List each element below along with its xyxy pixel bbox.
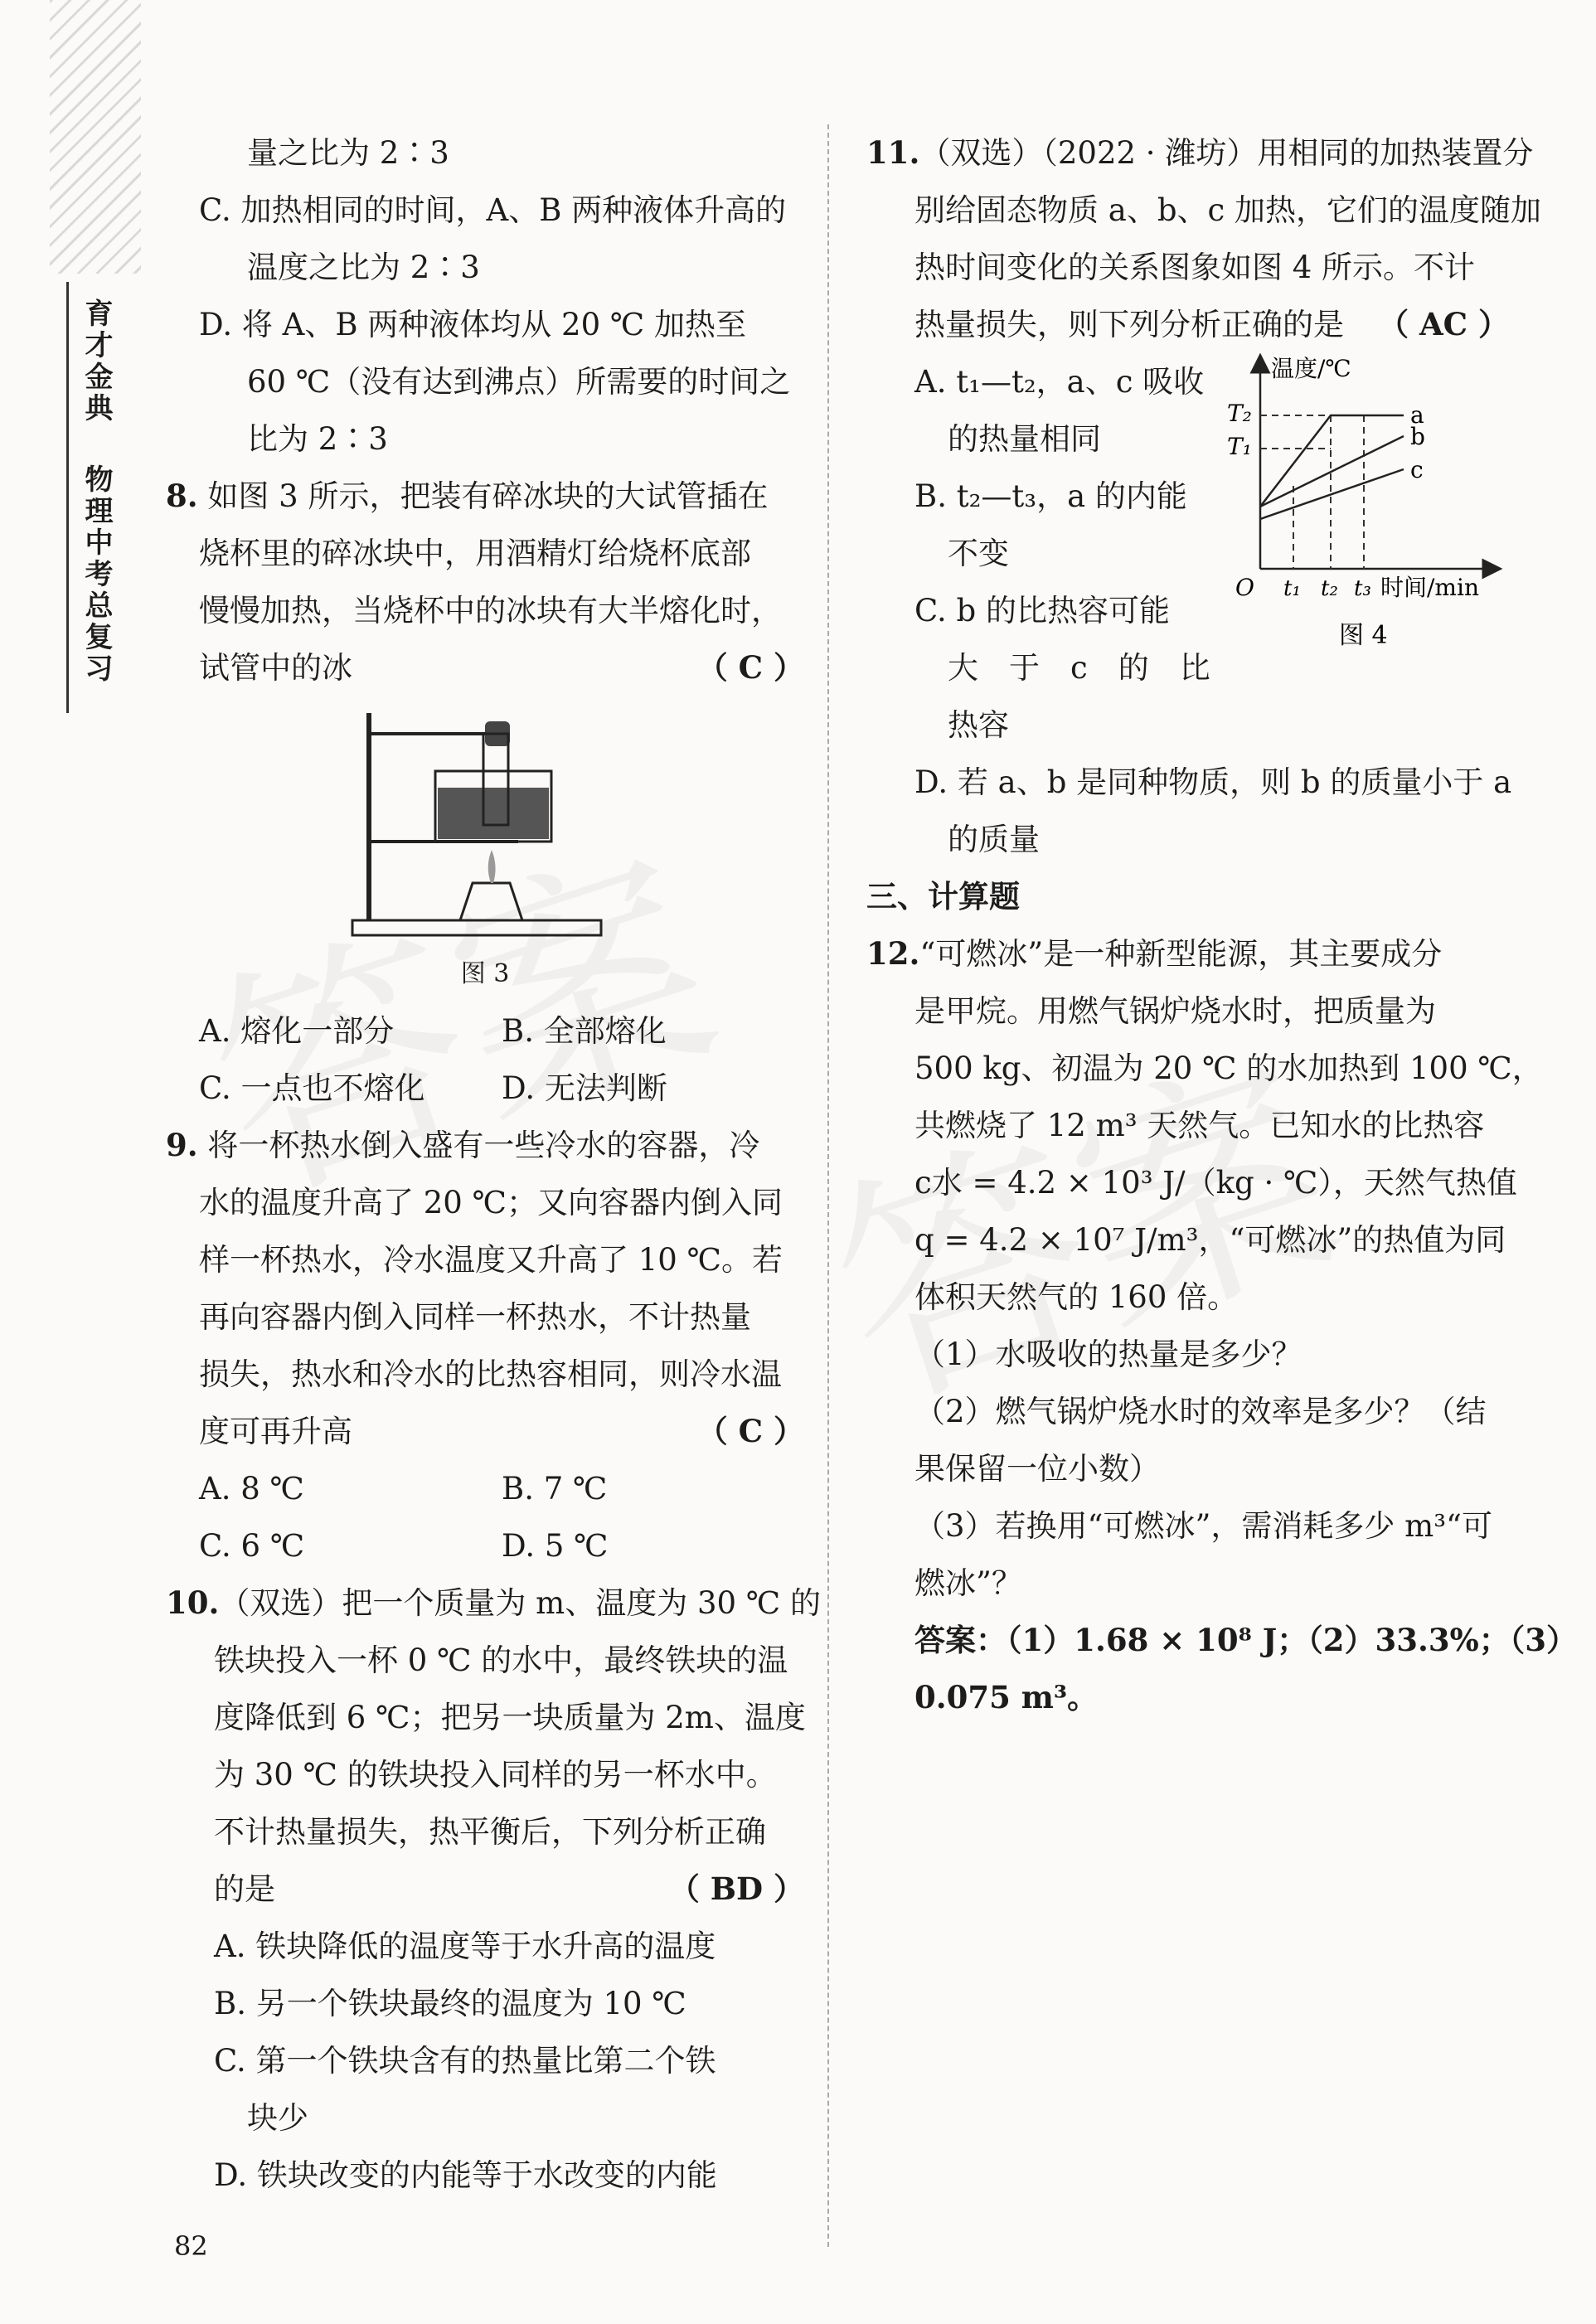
question-11-body — [866, 353, 1509, 754]
option-text: C. 一点也不熔化 — [199, 1070, 425, 1106]
text-line — [166, 2032, 804, 2089]
text-line — [866, 1383, 1509, 1440]
text-line — [166, 1746, 804, 1803]
line-text: （1）水吸收的热量是多少？ — [914, 1337, 1303, 1372]
line-text: 度可再升高 — [199, 1414, 352, 1449]
question-11-stem — [866, 124, 1541, 353]
y-axis-label: 温度/℃ — [1271, 355, 1351, 382]
line-text: 热量损失，则下列分析正确的是 — [914, 307, 1344, 342]
T2-label: T₂ — [1227, 400, 1252, 427]
line-text: 试管中的冰 — [199, 650, 352, 686]
line-text: D. 铁块改变的内能等于水改变的内能 — [214, 2157, 717, 2193]
line-text: 三、计算题 — [866, 878, 1020, 915]
option-text: A. 熔化一部分 — [199, 1013, 395, 1049]
text-line — [166, 182, 804, 239]
text-line — [166, 1861, 804, 1918]
line-text: 是甲烷。用燃气锅炉烧水时，把质量为 — [914, 993, 1436, 1029]
text-line — [166, 296, 804, 353]
text-line — [866, 1440, 1509, 1497]
text-line — [166, 124, 804, 182]
line-text: A. t₁—t₂，a、c 吸收 — [914, 364, 1205, 400]
line-text: D. 若 a、b 是同种物质，则 b 的质量小于 a — [914, 764, 1512, 800]
beaker-apparatus-illustration — [336, 696, 634, 945]
text-line — [866, 1669, 1509, 1726]
line-text: C. 加热相同的时间，A、B 两种液体升高的 — [199, 192, 787, 228]
line-text: 度降低到 6 ℃；把另一块质量为 2m、温度 — [214, 1700, 806, 1735]
text-line — [866, 582, 1215, 639]
line-text: 比为 2∶3 — [247, 421, 388, 457]
text-line — [166, 1574, 821, 1632]
line-text: 块少 — [247, 2100, 308, 2136]
text-line — [166, 1231, 804, 1288]
text-line — [866, 754, 1512, 811]
text-line — [166, 1632, 804, 1689]
line-text: 样一杯热水，冷水温度又升高了 10 ℃。若 — [199, 1242, 783, 1278]
line-text: 500 kg、初温为 20 ℃ 的水加热到 100 ℃， — [914, 1050, 1543, 1086]
line-text: 烧杯里的碎冰块中，用酒精灯给烧杯底部 — [199, 536, 751, 571]
figure-4 — [1215, 353, 1509, 754]
question-number: 9. — [166, 1127, 198, 1163]
sidebar-rule — [66, 282, 69, 713]
question-number: 11. — [866, 134, 920, 171]
line-text: 将一杯热水倒入盛有一些冷水的容器，冷 — [197, 1128, 760, 1163]
line-text: 0.075 m³。 — [914, 1679, 1099, 1715]
text-line — [166, 1174, 804, 1231]
text-line — [166, 1689, 804, 1746]
line-text: 大 于 c 的 比 — [948, 650, 1210, 686]
line-text: （3）若换用“可燃冰”，需消耗多少 m³“可 — [914, 1508, 1492, 1544]
text-line — [166, 2089, 804, 2147]
line-c — [1260, 469, 1404, 519]
text-line — [866, 1154, 1517, 1211]
line-text: 再向容器内倒入同样一杯热水，不计热量 — [199, 1299, 751, 1335]
line-text: 热时间变化的关系图象如图 4 所示。不计 — [914, 250, 1476, 285]
text-line — [866, 182, 1541, 239]
text-line — [166, 2147, 804, 2204]
text-line — [166, 1975, 804, 2032]
line-text: C. b 的比热容可能 — [914, 593, 1170, 628]
right-column — [866, 124, 1577, 1726]
series-c-label: c — [1410, 456, 1424, 483]
line-text: D. 将 A、B 两种液体均从 20 ℃ 加热至 — [199, 307, 747, 342]
line-text: 体积天然气的 160 倍。 — [914, 1279, 1239, 1315]
text-line — [166, 410, 804, 468]
line-text: 不变 — [948, 536, 1009, 571]
T1-label: T₁ — [1227, 433, 1252, 460]
text-line — [866, 925, 1509, 982]
text-line — [866, 1097, 1509, 1154]
line-text: （双选）把一个质量为 m、温度为 30 ℃ 的 — [219, 1585, 821, 1621]
line-text: c水 = 4.2 × 10³ J/（kg · ℃），天然气热值 — [914, 1165, 1517, 1201]
figure-4-caption: 图 4 — [1339, 621, 1388, 650]
text-line — [866, 1555, 1509, 1612]
text-line — [866, 696, 1215, 754]
text-line — [866, 868, 1509, 925]
line-text: q = 4.2 × 10⁷ J/m³，“可燃冰”的热值为同 — [914, 1222, 1506, 1258]
text-line — [866, 1040, 1543, 1097]
line-text: （2）燃气锅炉烧水时的效率是多少？（结 — [914, 1394, 1487, 1429]
left-column — [166, 124, 821, 2204]
line-text: 慢慢加热，当烧杯中的冰块有大半熔化时， — [199, 593, 782, 628]
text-line — [166, 1918, 804, 1975]
line-text: 果保留一位小数） — [914, 1451, 1160, 1487]
subject-title: 物理中考总复习 — [80, 464, 113, 685]
line-text: 的热量相同 — [948, 421, 1101, 457]
option-text: C. 6 ℃ — [199, 1528, 305, 1564]
line-text: 量之比为 2∶3 — [247, 135, 449, 171]
question-11-options — [866, 353, 1215, 754]
answer-bracket: （ BD ） — [668, 1870, 804, 1907]
line-text: 燃冰”？ — [914, 1565, 1022, 1601]
text-line — [866, 982, 1509, 1040]
text-line — [866, 1497, 1509, 1555]
series-b-label: b — [1410, 423, 1425, 450]
text-line — [866, 1326, 1509, 1383]
option-text: B. 7 ℃ — [502, 1471, 608, 1506]
text-line — [166, 1403, 804, 1460]
figure-3 — [166, 696, 804, 945]
text-line — [166, 639, 804, 696]
page-number: 82 — [174, 2230, 208, 2262]
text-line — [166, 525, 804, 582]
text-line — [866, 353, 1215, 410]
text-line — [866, 1269, 1509, 1326]
text-line — [866, 811, 1509, 868]
line-text: 损失，热水和冷水的比热容相同，则冷水温 — [199, 1356, 782, 1392]
line-text: “可燃冰”是一种新型能源，其主要成分 — [919, 936, 1443, 972]
series-title: 育才金典 — [80, 298, 113, 425]
option-row — [166, 1517, 804, 1574]
decorative-stripes — [50, 0, 141, 274]
option-row — [166, 1060, 804, 1117]
text-line — [866, 525, 1215, 582]
t1-label: t₁ — [1283, 576, 1301, 601]
temperature-time-graph — [1215, 353, 1509, 660]
line-text: 为 30 ℃ 的铁块投入同样的另一杯水中。 — [214, 1757, 777, 1793]
question-number: 10. — [166, 1584, 220, 1621]
line-text: 的质量 — [948, 822, 1040, 857]
text-line — [866, 124, 1534, 182]
option-text: A. 8 ℃ — [199, 1471, 304, 1506]
x-axis-label: 时间/min — [1380, 574, 1479, 601]
option-row — [166, 1460, 804, 1517]
text-line — [866, 239, 1509, 296]
text-line — [866, 410, 1215, 468]
origin-label: O — [1235, 574, 1254, 601]
text-line — [166, 468, 804, 525]
text-line — [166, 353, 804, 410]
line-text: 60 ℃（没有达到沸点）所需要的时间之 — [247, 364, 791, 400]
text-line — [166, 582, 804, 639]
text-line — [166, 1346, 804, 1403]
text-line — [866, 1211, 1509, 1269]
text-line — [166, 239, 804, 296]
line-text: 图 3 — [460, 959, 510, 988]
option-row — [166, 1002, 804, 1060]
option-text: B. 全部熔化 — [502, 1013, 667, 1049]
line-text: 热容 — [948, 707, 1009, 743]
text-line — [166, 1288, 804, 1346]
t2-label: t₂ — [1321, 576, 1338, 601]
line-text: 铁块投入一杯 0 ℃ 的水中，最终铁块的温 — [214, 1642, 788, 1678]
answer-bracket: （ C ） — [696, 649, 804, 686]
line-text: 答案：（1）1.68 × 10⁸ J；（2）33.3%；（3） — [914, 1622, 1577, 1658]
line-text: （双选）（2022 · 潍坊）用相同的加热装置分 — [919, 135, 1534, 171]
text-line — [166, 1803, 804, 1861]
answer-bracket: （ C ） — [696, 1413, 804, 1449]
line-text: C. 第一个铁块含有的热量比第二个铁 — [214, 2043, 716, 2079]
line-text: 别给固态物质 a、b、c 加热，它们的温度随加 — [914, 192, 1541, 228]
question-number: 8. — [166, 478, 198, 514]
t3-label: t₃ — [1354, 576, 1371, 601]
line-text: 不计热量损失，热平衡后，下列分析正确 — [214, 1814, 766, 1850]
line-a — [1260, 415, 1404, 507]
line-text: A. 铁块降低的温度等于水升高的温度 — [214, 1929, 716, 1964]
answer-bracket: （ AC ） — [1378, 306, 1509, 342]
line-text: 的是 — [214, 1871, 275, 1907]
text-line — [866, 468, 1215, 525]
text-line — [866, 639, 1215, 696]
question-number: 12. — [866, 935, 920, 972]
option-text: D. 无法判断 — [502, 1070, 667, 1106]
line-text: 共燃烧了 12 m³ 天然气。已知水的比热容 — [914, 1108, 1485, 1143]
figure-caption — [166, 945, 804, 1002]
option-text: D. 5 ℃ — [502, 1528, 609, 1564]
series-a-label: a — [1410, 401, 1424, 429]
text-line — [866, 1612, 1577, 1669]
line-text: 温度之比为 2∶3 — [247, 250, 480, 285]
question-12 — [866, 754, 1577, 1726]
line-text: 水的温度升高了 20 ℃；又向容器内倒入同 — [199, 1185, 783, 1220]
text-line — [866, 296, 1509, 353]
line-text: B. 另一个铁块最终的温度为 10 ℃ — [214, 1986, 686, 2021]
line-text: B. t₂—t₃，a 的内能 — [914, 478, 1187, 514]
line-text: 如图 3 所示，把装有碎冰块的大试管插在 — [197, 478, 769, 514]
text-line — [166, 1117, 804, 1174]
line-b — [1260, 436, 1404, 507]
